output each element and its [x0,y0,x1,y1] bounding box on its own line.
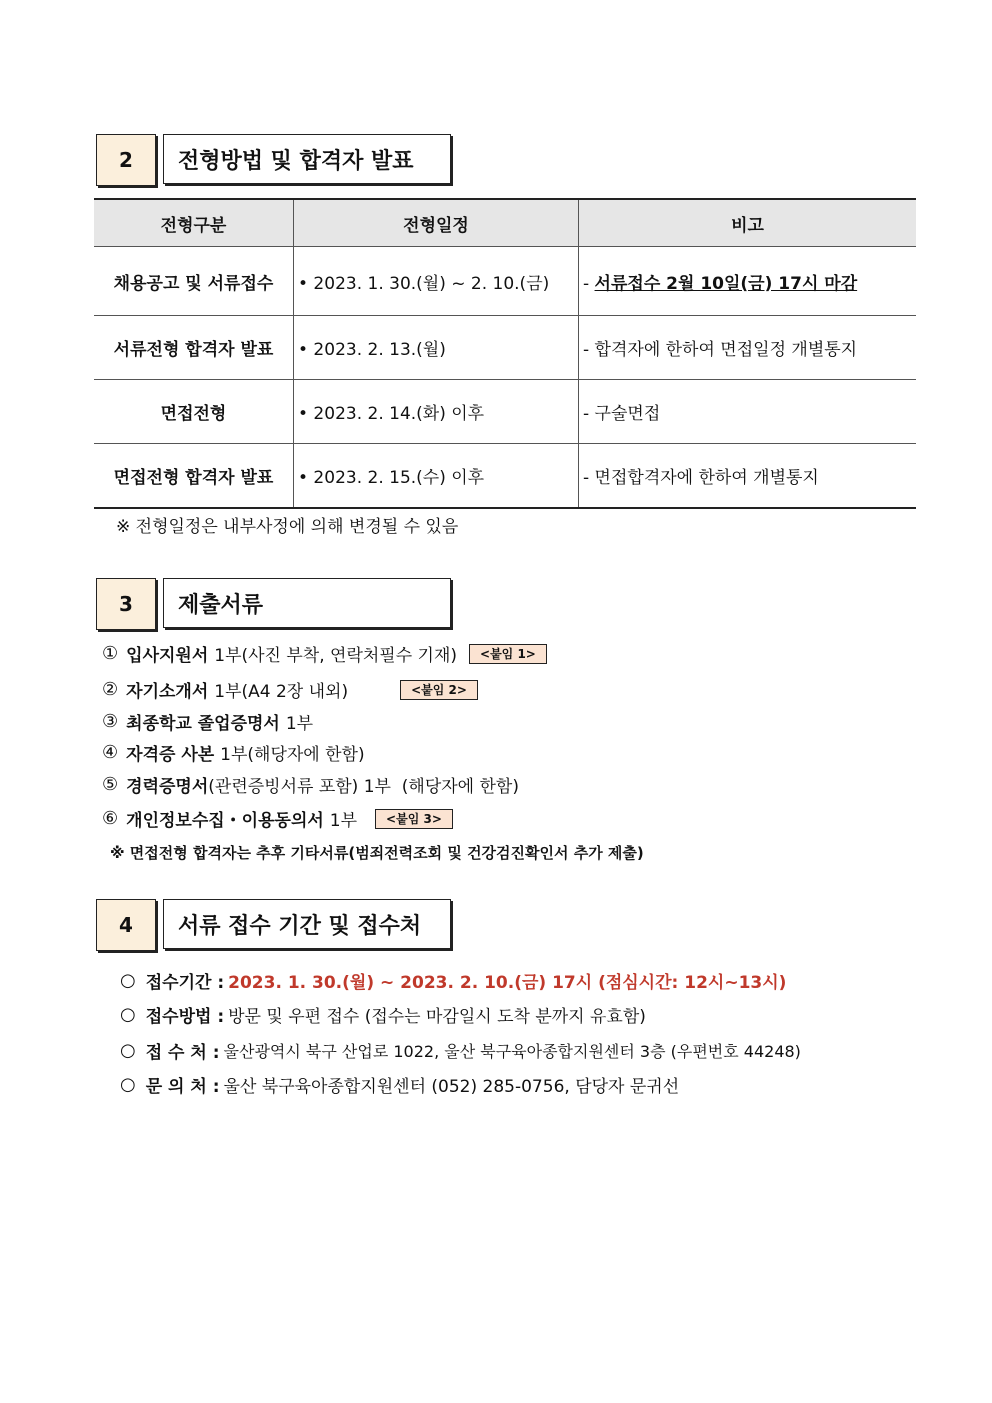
document-detail: 1부(사진 부착, 연락처필수 기재) [214,646,458,666]
column-header: 전형구분 [94,199,294,247]
section-title: 전형방법 및 합격자 발표 [163,134,451,184]
note-text: 서류접수 2월 10일(금) 17시 마감 [594,273,858,294]
stage-cell: 서류전형 합격자 발표 [94,316,294,380]
date-cell: • 2023. 2. 15.(수) 이후 [294,444,579,508]
document-detail: 1부 [285,714,314,734]
contact-label: 접 수 처 : [145,1043,220,1063]
stage-cell: 면접전형 [94,380,294,444]
contact-item [120,1002,646,1027]
note-cell [579,380,917,444]
document-item [102,772,519,797]
section-number: 3 [96,578,156,630]
column-header: 전형일정 [294,199,579,247]
note-prefix: - [583,404,595,424]
attachment-tag: <붙임 3> [375,809,453,829]
contact-value: 울산 북구육아종합지원센터 (052) 285-0756, 담당자 문귀선 [223,1077,680,1097]
document-name: 입사지원서 [126,646,209,666]
item-number: ⑤ [102,774,119,795]
document-item [102,677,478,702]
section-title: 서류 접수 기간 및 접수처 [163,899,451,949]
document-name: 경력증명서 [126,777,209,797]
column-header: 비고 [579,199,917,247]
document-name: 최종학교 졸업증명서 [126,714,280,734]
section-number: 4 [96,899,156,951]
item-number: ③ [102,711,119,732]
attachment-tag: <붙임 2> [400,680,478,700]
schedule-table [94,198,916,509]
contact-value: 2023. 1. 30.(월) ~ 2023. 2. 10.(금) 17시 (점심시간: 12시~13시) [228,973,787,993]
circle-bullet-icon: ○ [120,970,136,991]
contact-value: 방문 및 우편 접수 (접수는 마감일시 도착 분까지 유효함) [228,1007,646,1027]
document-detail: (관련증빙서류 포함) 1부 (해당자에 한함) [208,777,519,797]
note-cell [579,316,917,380]
document-name: 개인정보수집・이용동의서 [126,811,324,831]
note-prefix: - [583,340,595,360]
schedule-footnote: ※ 전형일정은 내부사정에 의해 변경될 수 있음 [116,517,459,537]
date-cell: • 2023. 2. 13.(월) [294,316,579,380]
section-number: 2 [96,134,156,186]
table-row [94,247,916,316]
note-prefix: - [583,467,595,488]
item-number: ① [102,643,119,664]
note-prefix: - [583,273,595,294]
attachment-tag: <붙임 1> [469,644,547,664]
documents-note: ※ 면접전형 합격자는 추후 기타서류(범죄전력조회 및 건강검진확인서 추가 제출) [110,844,644,862]
table-row [94,444,916,508]
document-detail: 1부 [329,811,358,831]
document-item [102,740,365,765]
note-cell [579,247,917,316]
note-text: 합격자에 한하여 면접일정 개별통지 [594,340,858,360]
document-name: 자기소개서 [126,682,209,702]
item-number: ② [102,679,119,700]
contact-label: 문 의 처 : [145,1077,220,1097]
document-detail: 1부(A4 2장 내외) [214,682,349,702]
circle-bullet-icon: ○ [120,1040,136,1061]
contact-item [120,1038,801,1063]
note-cell [579,444,917,508]
circle-bullet-icon: ○ [120,1074,136,1095]
contact-item [120,968,786,993]
table-row [94,380,916,444]
date-cell: • 2023. 1. 30.(월) ~ 2. 10.(금) [294,247,579,316]
contact-label: 접수방법 : [145,1007,225,1027]
stage-cell: 채용공고 및 서류접수 [94,247,294,316]
circle-bullet-icon: ○ [120,1004,136,1025]
contact-label: 접수기간 : [145,973,225,993]
item-number: ⑥ [102,808,119,829]
table-row [94,316,916,380]
document-detail: 1부(해당자에 한함) [220,745,365,765]
section-title: 제출서류 [163,578,451,628]
contact-value: 울산광역시 북구 산업로 1022, 울산 북구육아종합지원센터 3층 (우편번호 44248) [223,1042,801,1061]
document-item [102,641,547,666]
stage-cell: 면접전형 합격자 발표 [94,444,294,508]
item-number: ④ [102,742,119,763]
note-text: 구술면접 [594,404,661,424]
note-text: 면접합격자에 한하여 개별통지 [594,467,819,488]
document-name: 자격증 사본 [126,745,215,765]
date-cell: • 2023. 2. 14.(화) 이후 [294,380,579,444]
document-item [102,806,453,831]
contact-item [120,1072,679,1097]
document-item [102,709,313,734]
